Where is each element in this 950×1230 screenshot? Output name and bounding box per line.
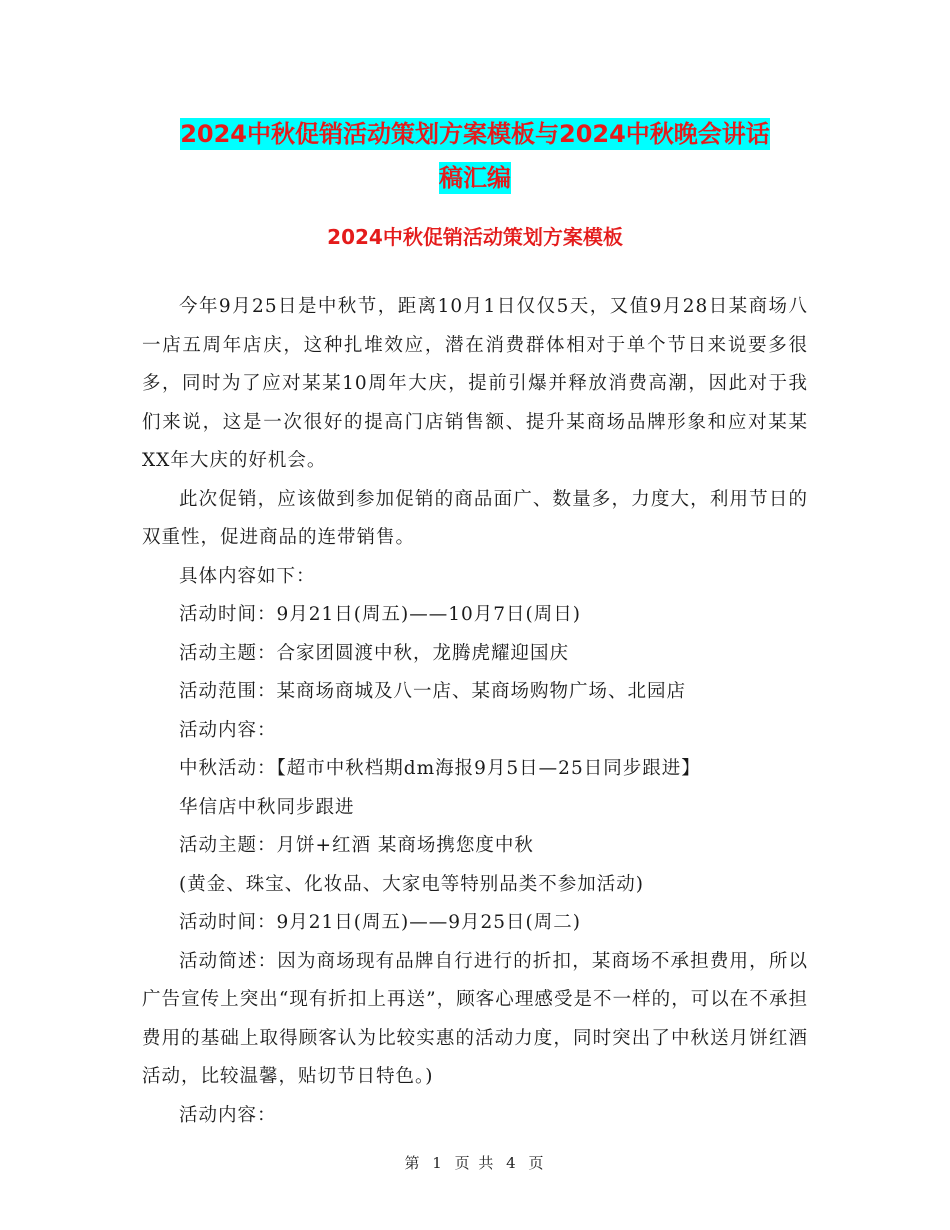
section-title: 2024中秋促销活动策划方案模板 (327, 225, 623, 249)
paragraph: 活动主题：月饼+红酒 某商场携您度中秋 (179, 835, 534, 856)
footer-suffix: 页 (528, 1154, 546, 1172)
total-pages: 4 (506, 1154, 518, 1172)
paragraph: 活动主题：合家团圆渡中秋，龙腾虎耀迎国庆 (179, 642, 570, 664)
page-number: 1 (432, 1154, 444, 1172)
paragraph: 中秋活动：【超市中秋档期dm海报9月5日—25日同步跟进】 (179, 758, 701, 779)
paragraph: 活动时间：9月21日(周五)——9月25日(周二) (179, 912, 581, 933)
paragraph: (黄金、珠宝、化妆品、大家电等特别品类不参加活动) (179, 873, 644, 895)
paragraph: 此次促销，应该做到参加促销的商品面广、数量多，力度大，利用节日的双重性，促进商品的连带销售。 (142, 488, 808, 548)
paragraph: 活动时间：9月21日(周五)——10月7日(周日) (179, 604, 581, 625)
document-body (142, 288, 808, 1135)
footer-mid: 页 共 (454, 1154, 496, 1172)
paragraph: 具体内容如下： (179, 565, 316, 587)
paragraph: 活动范围：某商场商城及八一店、某商场购物广场、北园店 (179, 681, 687, 702)
document-title (0, 112, 950, 200)
document-title-line-1: 2024中秋促销活动策划方案模板与2024中秋晚会讲话 (180, 120, 770, 148)
paragraph: 活动内容： (179, 719, 277, 741)
document-title-line-2: 稿汇编 (439, 164, 511, 192)
page-footer (0, 1152, 950, 1173)
paragraph: 华信店中秋同步跟进 (179, 796, 355, 818)
paragraph: 今年9月25日是中秋节，距离10月1日仅仅5天，又值9月28日某商场八一店五周年店庆，这种扎堆效应，潜在消费群体相对于单个节日来说要多很多，同时为了应对某某10周年大庆，提前引爆并释放消费高潮，因此对于我们来说，这是一次很好的提高门店销售额、提升某商场品牌形象和应对某某XX年大庆的好机会。 (142, 296, 808, 471)
paragraph: 活动内容： (179, 1104, 277, 1126)
footer-prefix: 第 (404, 1154, 422, 1172)
paragraph: 活动简述：因为商场现有品牌自行进行的折扣，某商场不承担费用，所以广告宣传上突出“现有折扣上再送”，顾客心理感受是不一样的，可以在不承担费用的基础上取得顾客认为比较实惠的活动力度，同时突出了中秋送月饼红酒活动，比较温馨，贴切节日特色。) (142, 950, 808, 1087)
